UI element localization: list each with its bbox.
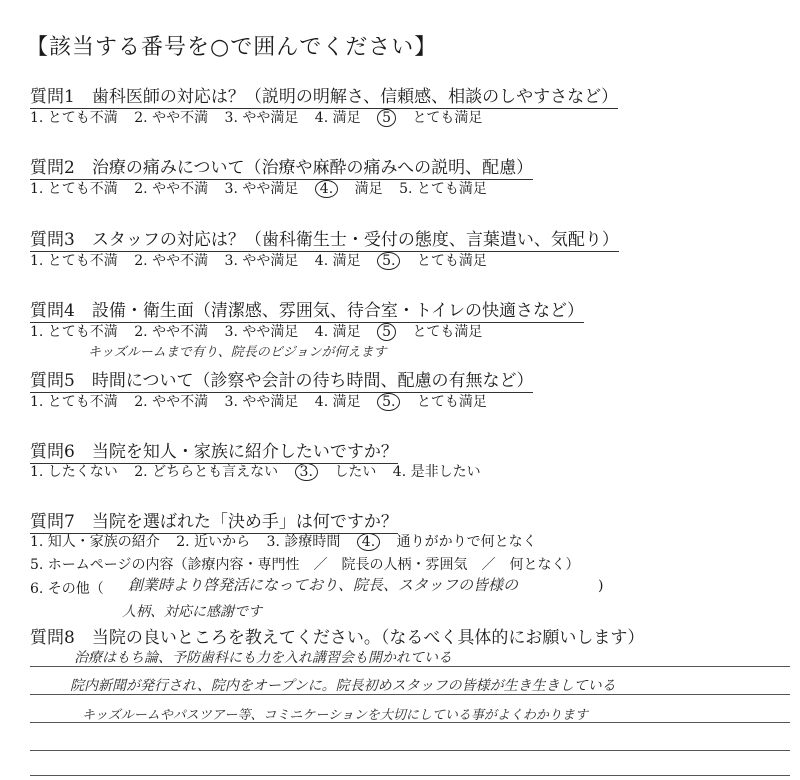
question-7-options-line3[interactable]: 6. その他（ xyxy=(30,581,104,597)
question-3-options xyxy=(30,250,499,270)
q4-option-5-circled[interactable]: 5 xyxy=(377,323,396,341)
question-1-title: 質問1 歯科医師の対応は？（説明の明解さ、信頼感、相談のしやすさなど） xyxy=(30,82,618,109)
question-7-title: 質問7 当院を選ばれた「決め手」は何ですか？ xyxy=(30,507,398,534)
question-2-title: 質問2 治療の痛みについて（治療や麻酔の痛みへの説明、配慮） xyxy=(30,153,533,180)
q2-option-5[interactable]: 5. とても満足 xyxy=(399,181,487,197)
q7-option-2[interactable]: 2. 近いから xyxy=(176,534,251,550)
q2-option-2[interactable]: 2. やや不満 xyxy=(134,181,209,197)
question-2-options xyxy=(30,178,499,198)
q4-option-2[interactable]: 2. やや不満 xyxy=(134,324,209,340)
q1-option-4[interactable]: 4. 満足 xyxy=(314,110,361,126)
q8-handwriting-line-1: 治療はもち論、予防歯科にも力を入れ講習会も開かれている xyxy=(74,650,452,666)
q3-option-4[interactable]: 4. 満足 xyxy=(314,253,361,269)
q1-option-1[interactable]: 1. とても不満 xyxy=(30,110,118,126)
q6-option-3-label: したい xyxy=(334,464,377,480)
question-6-options xyxy=(30,461,493,481)
q1-option-5-label: とても満足 xyxy=(412,110,483,126)
question-3-title: 質問3 スタッフの対応は？（歯科衛生士・受付の態度、言葉遣い、気配り） xyxy=(30,225,619,252)
question-4-options xyxy=(30,321,494,341)
question-7-options-line1 xyxy=(30,531,549,551)
q7-other-close-paren: ) xyxy=(598,578,604,594)
q2-option-1[interactable]: 1. とても不満 xyxy=(30,181,118,197)
question-1-options xyxy=(30,107,494,127)
q8-handwriting-line-2: 院内新聞が発行され、院内をオープンに。院長初めスタッフの皆様が生き生きしている xyxy=(70,678,616,694)
q6-option-2[interactable]: 2. どちらとも言えない xyxy=(134,464,279,480)
survey-heading: 【該当する番号を○で囲んでください】 xyxy=(26,35,438,60)
q1-option-3[interactable]: 3. やや満足 xyxy=(224,110,299,126)
q7-option-4-label: 通りがかりで何となく xyxy=(396,534,537,550)
q3-option-5-circled[interactable]: 5. xyxy=(377,252,400,270)
q4-option-5-label: とても満足 xyxy=(412,324,483,340)
q6-option-4[interactable]: 4. 是非したい xyxy=(392,464,481,480)
q3-option-5-label: とても満足 xyxy=(416,253,487,269)
q2-option-4-circled[interactable]: 4. xyxy=(315,180,338,198)
answer-line-5 xyxy=(30,775,790,776)
q2-option-4-label: 満足 xyxy=(354,181,383,197)
q7-other-handwriting-2: 人柄、対応に感謝です xyxy=(122,604,262,620)
q6-option-1[interactable]: 1. したくない xyxy=(30,464,118,480)
q1-option-5-circled[interactable]: 5 xyxy=(377,109,396,127)
question-5-options xyxy=(30,391,499,411)
q5-option-1[interactable]: 1. とても不満 xyxy=(30,394,118,410)
q4-option-4[interactable]: 4. 満足 xyxy=(314,324,361,340)
q3-option-2[interactable]: 2. やや不満 xyxy=(134,253,209,269)
q5-option-3[interactable]: 3. やや満足 xyxy=(224,394,299,410)
question-8-title: 質問8 当院の良いところを教えてください。（なるべく具体的にお願いします） xyxy=(30,628,645,648)
q5-option-5-label: とても満足 xyxy=(416,394,487,410)
q5-option-5-circled[interactable]: 5. xyxy=(377,393,400,411)
q6-option-3-circled[interactable]: 3. xyxy=(295,463,318,481)
question-4-title: 質問4 設備・衛生面（清潔感、雰囲気、待合室・トイレの快適さなど） xyxy=(30,296,584,323)
q3-option-3[interactable]: 3. やや満足 xyxy=(224,253,299,269)
q5-option-2[interactable]: 2. やや不満 xyxy=(134,394,209,410)
q4-option-1[interactable]: 1. とても不満 xyxy=(30,324,118,340)
q7-option-1[interactable]: 1. 知人・家族の紹介 xyxy=(30,534,160,550)
q4-handwritten-note: キッズルームまで有り、院長のビジョンが何えます xyxy=(88,345,387,360)
question-7-options-line2[interactable]: 5. ホームページの内容（診療内容・専門性 ／ 院長の人柄・雰囲気 ／ 何となく） xyxy=(30,557,580,573)
question-6-title: 質問6 当院を知人・家族に紹介したいですか？ xyxy=(30,437,398,464)
answer-line-4 xyxy=(30,750,790,751)
question-5-title: 質問5 時間について（診察や会計の待ち時間、配慮の有無など） xyxy=(30,366,533,393)
q7-other-handwriting-1: 創業時より啓発活になっており、院長、スタッフの皆様の xyxy=(128,576,519,594)
q8-handwriting-line-3: キッズルームやパスツアー等、コミニケーションを大切にしている事がよくわかります xyxy=(82,708,588,723)
q5-option-4[interactable]: 4. 満足 xyxy=(314,394,361,410)
q7-option-3[interactable]: 3. 診療時間 xyxy=(266,534,341,550)
q1-option-2[interactable]: 2. やや不満 xyxy=(134,110,209,126)
q4-option-3[interactable]: 3. やや満足 xyxy=(224,324,299,340)
q3-option-1[interactable]: 1. とても不満 xyxy=(30,253,118,269)
q2-option-3[interactable]: 3. やや満足 xyxy=(224,181,299,197)
q7-option-4-circled[interactable]: 4. xyxy=(357,533,380,551)
